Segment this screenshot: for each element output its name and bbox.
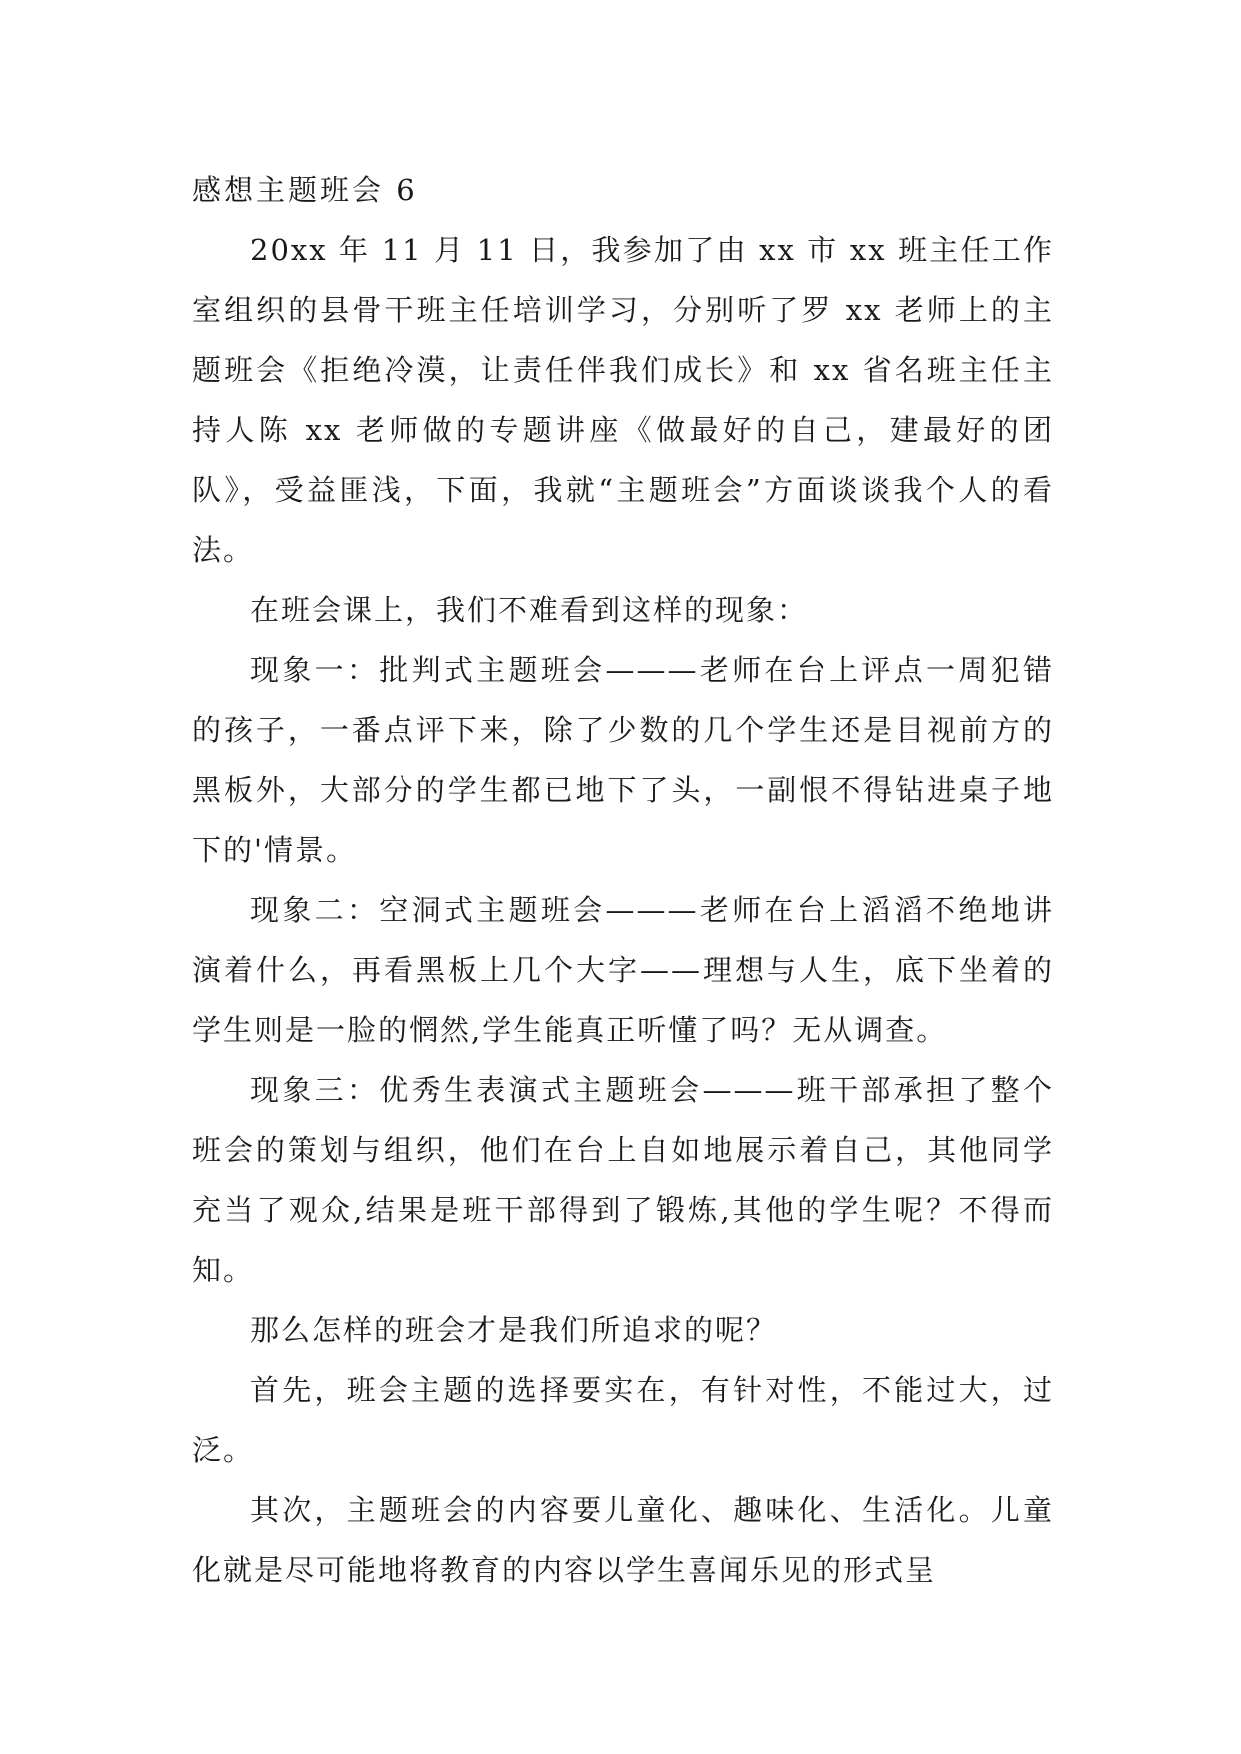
paragraph: 20xx 年 11 月 11 日，我参加了由 xx 市 xx 班主任工作室组织的县骨干班主任培训学习，分别听了罗 xx 老师上的主题班会《拒绝冷漠，让责任伴我们成长》和 xx 省名班主任主持人陈 xx 老师做的专题讲座《做最好的自己，建最好的团队》，受益匪浅，下面，我就“主题班会”方面谈谈我个人的看法。 bbox=[192, 233, 1054, 567]
paragraph: 现象三：优秀生表演式主题班会———班干部承担了整个班会的策划与组织，他们在台上自如地展示着自己，其他同学充当了观众,结果是班干部得到了锻炼,其他的学生呢？不得而知。 bbox=[192, 1073, 1054, 1287]
paragraph: 现象一：批判式主题班会———老师在台上评点一周犯错的孩子，一番点评下来，除了少数的几个学生还是目视前方的黑板外，大部分的学生都已地下了头，一副恨不得钻进桌子地下的'情景。 bbox=[192, 653, 1054, 867]
paragraph: 首先，班会主题的选择要实在，有针对性，不能过大，过泛。 bbox=[192, 1373, 1054, 1467]
paragraph: 在班会课上，我们不难看到这样的现象： bbox=[250, 593, 809, 627]
paragraph: 其次，主题班会的内容要儿童化、趣味化、生活化。儿童化就是尽可能地将教育的内容以学生喜闻乐见的形式呈 bbox=[192, 1493, 1054, 1587]
paragraph: 现象二：空洞式主题班会———老师在台上滔滔不绝地讲演着什么，再看黑板上几个大字——理想与人生，底下坐着的学生则是一脸的惘然,学生能真正听懂了吗？无从调查。 bbox=[192, 893, 1054, 1047]
document-title: 感想主题班会 6 bbox=[192, 173, 418, 207]
document-page bbox=[192, 160, 1054, 1600]
paragraph: 那么怎样的班会才是我们所追求的呢？ bbox=[250, 1313, 778, 1347]
